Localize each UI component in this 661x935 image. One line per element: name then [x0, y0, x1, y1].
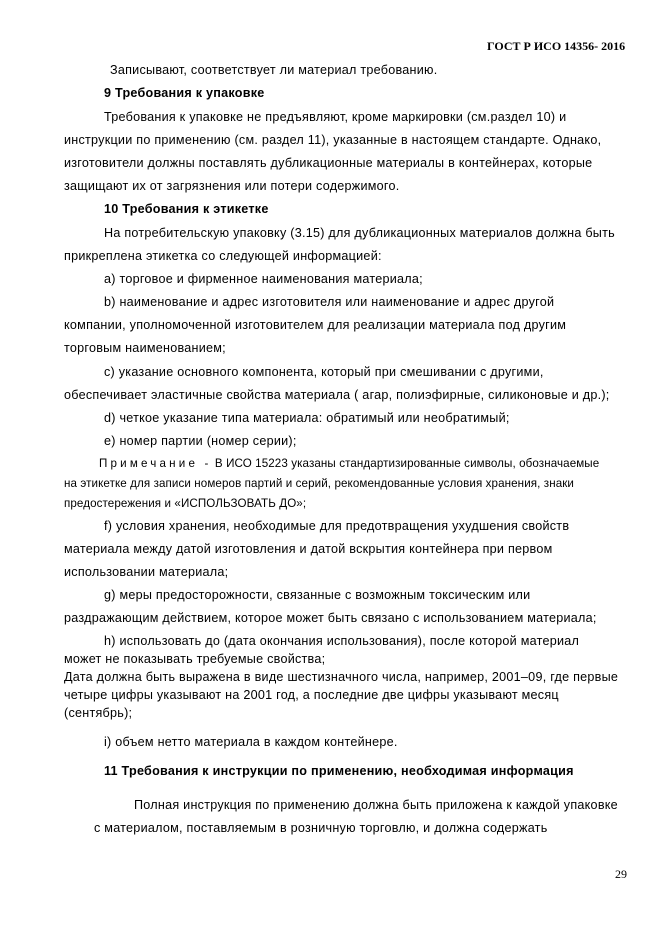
text-line: Требования к упаковке не предъявляют, кроме маркировки (см.раздел 10) и — [104, 110, 567, 124]
section-heading: 9 Требования к упаковке — [104, 86, 265, 100]
note-line: на этикетке для записи номеров партий и серий, рекомендованные условия хранения, знаки — [64, 477, 575, 490]
list-item: b) наименование и адрес изготовителя или наименование и адрес другой — [104, 295, 555, 309]
text-line: защищают их от загрязнения или потери содержимого. — [64, 179, 400, 193]
list-item: d) четкое указание типа материала: обратимый или необратимый; — [104, 411, 510, 425]
list-item: h) использовать до (дата окончания использования), после которой материал — [104, 634, 580, 648]
list-item: c) указание основного компонента, который при смешивании с другими, — [104, 365, 544, 379]
list-item: g) меры предосторожности, связанные с возможным токсическим или — [104, 588, 531, 602]
text-line: торговым наименованием; — [64, 341, 226, 355]
text-line: четыре цифры указывают на 2001 год, а последние две цифры указывают месяц — [64, 688, 559, 702]
text-line: изготовители должны поставлять дубликационные материалы в контейнерах, которые — [64, 156, 593, 170]
note-line: предостережения и «ИСПОЛЬЗОВАТЬ ДО»; — [64, 497, 307, 510]
text-line: Дата должна быть выражена в виде шестизначного числа, например, 2001–09, где первые — [64, 670, 619, 684]
list-item: a) торговое и фирменное наименования материала; — [104, 272, 423, 286]
text-line: компании, уполномоченной изготовителем для реализации материала под другим — [64, 318, 567, 332]
text-line: обеспечивает эластичные свойства материала ( агар, полиэфирные, силиконовые и др.); — [64, 388, 610, 402]
section-heading: 11 Требования к инструкции по применению, необходимая информация — [104, 764, 574, 778]
document-header: ГОСТ Р ИСО 14356- 2016 — [487, 39, 626, 53]
text-line: На потребительскую упаковку (3.15) для дубликационных материалов должна быть — [104, 226, 615, 240]
text-line: инструкции по применению (см. раздел 11), указанные в настоящем стандарте. Однако, — [64, 133, 602, 147]
section-heading: 10 Требования к этикетке — [104, 202, 269, 216]
text-line: раздражающим действием, которое может быть связано с использованием материала; — [64, 611, 597, 625]
list-item: f) условия хранения, необходимые для предотвращения ухудшения свойств — [104, 519, 570, 533]
text-line: использовании материала; — [64, 565, 229, 579]
note-text: В ИСО 15223 указаны стандартизированные символы, обозначаемые — [214, 457, 600, 470]
note-line — [99, 456, 599, 472]
text-line: может не показывать требуемые свойства; — [64, 652, 326, 666]
note-label: Примечание - — [99, 457, 212, 470]
text-line: Полная инструкция по применению должна быть приложена к каждой упаковке — [134, 798, 618, 812]
list-item: i) объем нетто материала в каждом контейнере. — [104, 735, 398, 749]
list-item: e) номер партии (номер серии); — [104, 434, 297, 448]
text-line: с материалом, поставляемым в розничную торговлю, и должна содержать — [94, 821, 548, 835]
text-line: материала между датой изготовления и датой вскрытия контейнера при первом — [64, 542, 553, 556]
text-line: (сентябрь); — [64, 706, 133, 720]
text-line: прикреплена этикетка со следующей информацией: — [64, 249, 382, 263]
text-line: Записывают, соответствует ли материал требованию. — [110, 63, 438, 77]
page-number: 29 — [615, 867, 627, 881]
